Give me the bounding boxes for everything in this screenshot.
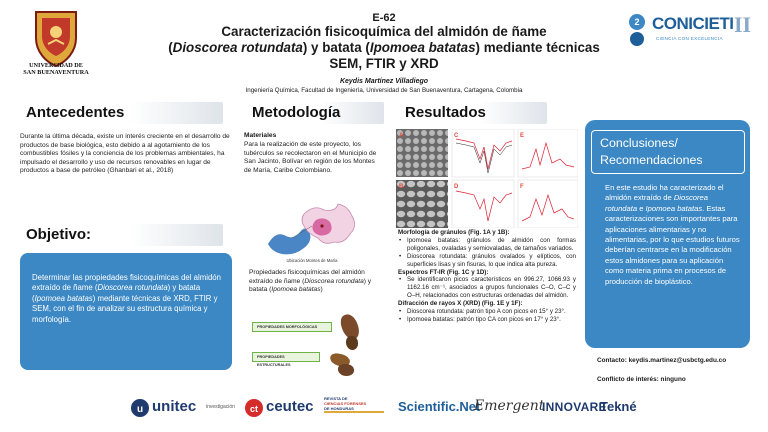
svg-text:A: A	[399, 133, 404, 139]
ftir-plot-c	[452, 129, 514, 177]
congress-tagline: CIENCIA CON EXCELENCIA	[656, 36, 723, 41]
morfologia-list	[398, 237, 576, 269]
antecedentes-text: Durante la última década, existe un interés creciente en el desarrollo de productos de base biológica, esto debido a al agotamiento de los combustibles fósiles y la conciencia de los problemas ambientales, ha impulsado el desarrollo y uso de recursos renovables en lugar de productos a base de petróleo (Ghanbari et al., 2018)	[20, 133, 230, 175]
unitec-logo: unitec	[152, 398, 197, 415]
resultados-heading: Resultados	[397, 102, 547, 124]
xrd-plot-e	[518, 129, 578, 177]
results-figure-grid	[396, 129, 578, 228]
colombia-map-shape	[268, 228, 310, 254]
svg-text:2: 2	[634, 17, 640, 27]
svg-text:C: C	[454, 133, 459, 139]
resultados-text	[398, 229, 576, 324]
xrd-heading: Difracción de rayos X (XRD) (Fig. 1E y 1F):	[398, 300, 523, 308]
contact-email[interactable]: Contacto: keydis.martinez@usbctg.edu.co	[597, 357, 727, 364]
metodologia-heading: Metodología	[244, 102, 384, 124]
svg-text:u: u	[136, 404, 144, 415]
ceutec-logo: ceutec	[266, 398, 314, 415]
sponsor-footer	[0, 390, 768, 432]
xrd-list	[398, 308, 576, 324]
sem-image-b	[396, 180, 448, 228]
objetivo-heading: Objetivo:	[18, 224, 223, 246]
list-item: • Se identificaron picos característicos en 996.27, 1066.93 y 1162.16 cm⁻¹, asociados a grupos funcionales C–O, C–C y O–H, relacionados con estructuras ordenadas del almidón.	[398, 276, 576, 300]
scientific-net-logo: Scientific.Net	[398, 399, 481, 414]
xrd-plot-f	[518, 180, 578, 228]
sem-image-a	[396, 129, 448, 177]
propiedades-estructurales-label: PROPIEDADES ESTRUCTURALES	[252, 352, 320, 362]
conflict-of-interest: Conflicto de interés: ninguno	[597, 376, 686, 383]
ftir-heading: Espectros FT-IR (Fig. 1C y 1D):	[398, 268, 489, 276]
objetivo-box: Determinar las propiedades fisicoquímicas del almidón extraído de ñame (Dioscorea rotundata) y batata (Ipomoea batatas) mediante técnicas de XRD, FTIR y SEM, con el fin de analizar su estructura química y morfología.	[20, 253, 232, 370]
congress-name: CONICIETI	[652, 14, 734, 33]
conclusiones-text: En este estudio ha caracterizado el almidón extraído de Dioscorea rotundata e Ipomoea batatas. Estas caracterizaciones son importantes para aplicaciones alimentarias y no alimentarias, por lo que estudios futuros deberían centrarse en la modificación estos almidones para su aplicación como materia prima en procesos de producción de bioplástico.	[605, 183, 740, 286]
propiedades-morfologicas-label: PROPIEDADES MORFOLÓGICAS	[252, 322, 332, 332]
morfologia-heading: Morfología de gránulos (Fig. 1A y 1B):	[398, 229, 510, 236]
svg-text:B: B	[399, 184, 404, 190]
congress-logo	[626, 10, 758, 50]
svg-text:F: F	[520, 184, 524, 190]
location-pin-icon	[320, 224, 323, 227]
sweet-potato-slice-image	[338, 364, 354, 376]
antecedentes-heading: Antecedentes	[18, 102, 223, 124]
yam-slice-image	[346, 336, 358, 350]
map-caption: Ubicación Montes de María	[286, 258, 338, 263]
list-item: • Ipomoea batatas: gránulos de almidón con formas poligonales, ovaladas y semiovaladas, de tamaños variados.	[398, 237, 576, 253]
ceutec-logo-icon	[244, 398, 264, 418]
ftir-list	[398, 276, 576, 300]
propiedades-text: Propiedades fisicoquímicas del almidón extraído de ñame (Dioscorea rotundata) y batata (Ipomoea batatas)	[249, 269, 372, 294]
revista-logo: REVISTA DE CIENCIAS FORENSES DE HONDURAS	[324, 396, 384, 413]
materiales-text: Para la realización de este proyecto, los tubérculos se recolectaron en el Municipio de San Jacinto, Bolívar en región de los Montes de María, Caribe Colombiano.	[244, 141, 377, 174]
tekne-logo: Tekné	[600, 399, 637, 414]
poster-author: Keydis Martínez Villadiego	[339, 78, 429, 85]
congress-badge-icon	[626, 12, 648, 48]
location-map	[262, 200, 370, 262]
congress-roman: II	[734, 12, 752, 37]
investigacion-label: investigación	[206, 404, 235, 410]
ftir-plot-d	[452, 180, 514, 228]
poster-affiliation: Ingeniería Química, Facultad de Ingeniería, Universidad de San Buenaventura, Cartagena, Colombia	[245, 87, 523, 94]
materiales-subheading: Materiales	[244, 132, 277, 139]
svg-text:D: D	[454, 184, 459, 190]
list-item: • Dioscorea rotundata: patrón tipo A con picos en 15° y 23°.	[398, 308, 576, 316]
svg-text:ct: ct	[249, 404, 259, 414]
svg-text:E: E	[520, 133, 525, 139]
innovare-logo: INNOVARE	[542, 400, 607, 414]
poster-code: E-62	[372, 12, 396, 24]
list-item: • Dioscorea rotundata: gránulos ovalados y elípticos, con superficies lisas y sin fisuras, lo que indica alta pureza.	[398, 253, 576, 269]
unitec-logo-icon	[130, 398, 150, 418]
emergent-logo: Emergent	[474, 398, 545, 414]
poster-title: Caracterización fisicoquímica del almidón de ñame (Dioscorea rotundata) y batata (Ipomoea batatas) mediante técnicas SEM, FTIR y XRD	[168, 24, 600, 71]
list-item: • Ipomoea batatas: patrón tipo CA con picos en 17° y 23°.	[398, 316, 576, 324]
university-name: UNIVERSIDAD DE SAN BUENAVENTURA	[23, 62, 89, 76]
conclusiones-heading: Conclusiones/ Recomendaciones	[591, 130, 745, 174]
